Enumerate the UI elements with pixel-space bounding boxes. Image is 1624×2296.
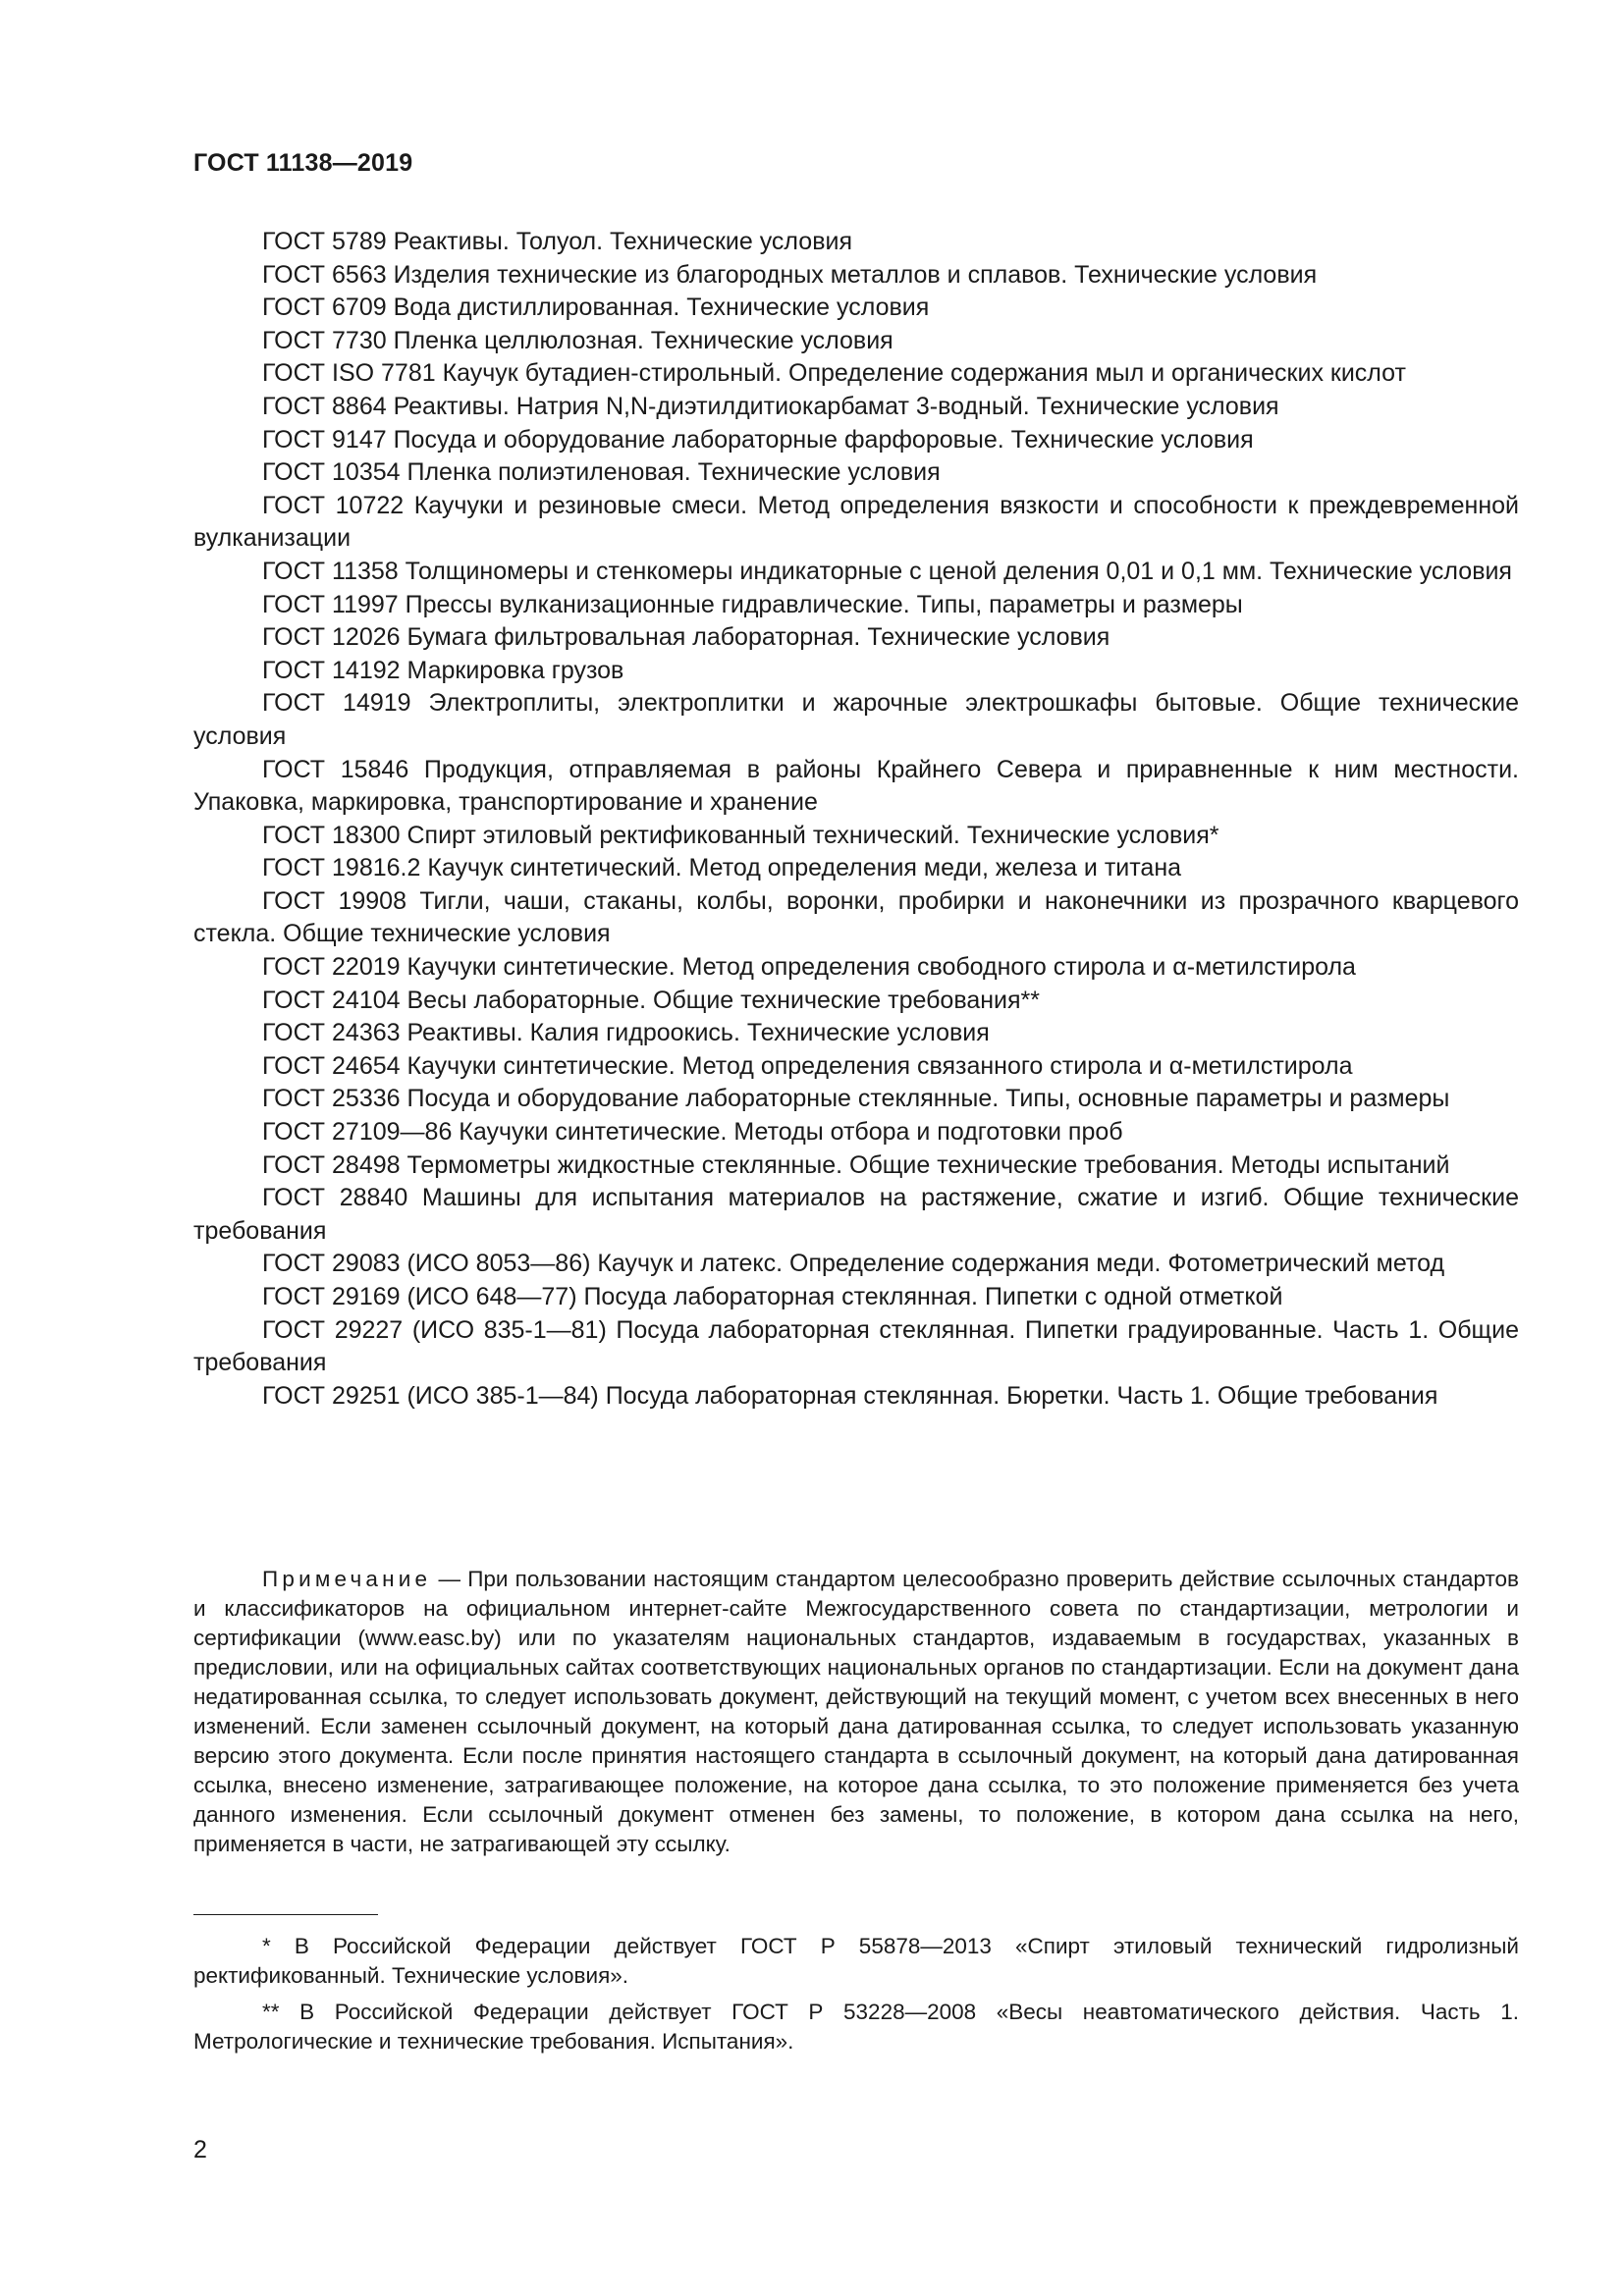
reference-item: ГОСТ 28840 Машины для испытания материалов на растяжение, сжатие и изгиб. Общие технические требования [193,1184,1519,1245]
reference-item: ГОСТ 14192 Маркировка грузов [262,656,624,684]
reference-item: ГОСТ 24654 Каучуки синтетические. Метод определения связанного стирола и α-метилстирола [262,1051,1353,1080]
footnote-divider [193,1914,378,1915]
document-header: ГОСТ 11138—2019 [193,149,413,177]
reference-item: ГОСТ 22019 Каучуки синтетические. Метод определения свободного стирола и α-метилстирола [262,953,1356,982]
reference-item: ГОСТ 19816.2 Каучук синтетический. Метод определения меди, железа и титана [262,854,1182,882]
footnotes [193,1932,1519,2063]
reference-item: ГОСТ 25336 Посуда и оборудование лабораторные стеклянные. Типы, основные параметры и размеры [262,1085,1450,1113]
reference-item: ГОСТ 15846 Продукция, отправляемая в районы Крайнего Севера и приравненные к ним местности. Упаковка, маркировка, транспортирование и хранение [193,755,1519,817]
reference-item: ГОСТ ISO 7781 Каучук бутадиен-стирольный. Определение содержания мыл и органических кислот [262,359,1406,388]
reference-item: ГОСТ 10722 Каучуки и резиновые смеси. Метод определения вязкости и способности к преждевременной вулканизации [193,491,1519,553]
note-text: — При пользовании настоящим стандартом целесообразно проверить действие ссылочных стандартов и классификаторов на официальном интернет-сайте Межгосударственного совета по стандартизации, метрологии и сертификации (www.easc.by) или по указателям национальных стандартов, издаваемым в государствах, указанных в предисловии, или на официальных сайтах соответствующих национальных органов по стандартизации. Если на документ дана недатированная ссылка, то следует использовать документ, действующий на текущий момент, с учетом всех внесенных в него изменений. Если заменен ссылочный документ, на который дана датированная ссылка, то следует использовать указанную версию этого документа. Если после принятия настоящего стандарта в ссылочный документ, на который дана датированная ссылка, внесено изменение, затрагивающее положение, на которое дана ссылка, то это положение применяется без учета данного изменения. Если ссылочный документ отменен без замены, то положение, в котором дана ссылка на него, применяется в части, не затрагивающей эту ссылку. [193,1567,1519,1856]
reference-item: ГОСТ 11358 Толщиномеры и стенкомеры индикаторные с ценой деления 0,01 и 0,1 мм. Технические условия [262,557,1512,585]
reference-item: ГОСТ 6563 Изделия технические из благородных металлов и сплавов. Технические условия [262,260,1318,289]
reference-item: ГОСТ 14919 Электроплиты, электроплитки и жарочные электрошкафы бытовые. Общие технические условия [193,689,1519,750]
reference-item: ГОСТ 29251 (ИСО 385-1—84) Посуда лабораторная стеклянная. Бюретки. Часть 1. Общие требования [262,1381,1438,1410]
reference-item: ГОСТ 27109—86 Каучуки синтетические. Методы отбора и подготовки проб [262,1118,1123,1147]
footnote: ** В Российской Федерации действует ГОСТ Р 53228—2008 «Весы неавтоматического действия. Часть 1. Метрологические и технические требования. Испытания». [193,2000,1519,2054]
footnote: * В Российской Федерации действует ГОСТ Р 55878—2013 «Спирт этиловый технический гидролизный ректификованный. Технические условия». [193,1934,1519,1988]
reference-item: ГОСТ 24104 Весы лабораторные. Общие технические требования** [262,986,1040,1014]
reference-item: ГОСТ 19908 Тигли, чаши, стаканы, колбы, воронки, пробирки и наконечники из прозрачного кварцевого стекла. Общие технические условия [193,886,1519,948]
note-label: Примечание [262,1567,432,1591]
reference-item: ГОСТ 5789 Реактивы. Толуол. Технические условия [262,228,852,255]
reference-item: ГОСТ 29083 (ИСО 8053—86) Каучук и латекс. Определение содержания меди. Фотометрический метод [262,1250,1445,1278]
reference-item: ГОСТ 11997 Прессы вулканизационные гидравлические. Типы, параметры и размеры [262,590,1243,618]
page-number: 2 [193,2136,207,2163]
reference-item: ГОСТ 28498 Термометры жидкостные стеклянные. Общие технические требования. Методы испытаний [262,1150,1450,1179]
reference-item: ГОСТ 12026 Бумага фильтровальная лабораторная. Технические условия [262,623,1110,652]
reference-item: ГОСТ 6709 Вода дистиллированная. Технические условия [262,294,930,322]
reference-list [193,226,1519,1413]
reference-item: ГОСТ 29169 (ИСО 648—77) Посуда лабораторная стеклянная. Пипетки с одной отметкой [262,1283,1283,1310]
reference-item: ГОСТ 18300 Спирт этиловый ректификованный технический. Технические условия* [262,821,1219,849]
reference-item: ГОСТ 24363 Реактивы. Калия гидроокись. Технические условия [262,1019,990,1047]
reference-item: ГОСТ 8864 Реактивы. Натрия N,N-диэтилдитиокарбамат 3-водный. Технические условия [262,392,1279,420]
reference-item: ГОСТ 9147 Посуда и оборудование лабораторные фарфоровые. Технические условия [262,425,1254,454]
note-paragraph [193,1565,1519,1859]
reference-item: ГОСТ 10354 Пленка полиэтиленовая. Технические условия [262,458,941,487]
reference-item: ГОСТ 29227 (ИСО 835-1—81) Посуда лабораторная стеклянная. Пипетки градуированные. Часть 1. Общие требования [193,1315,1519,1377]
reference-item: ГОСТ 7730 Пленка целлюлозная. Технические условия [262,326,893,354]
